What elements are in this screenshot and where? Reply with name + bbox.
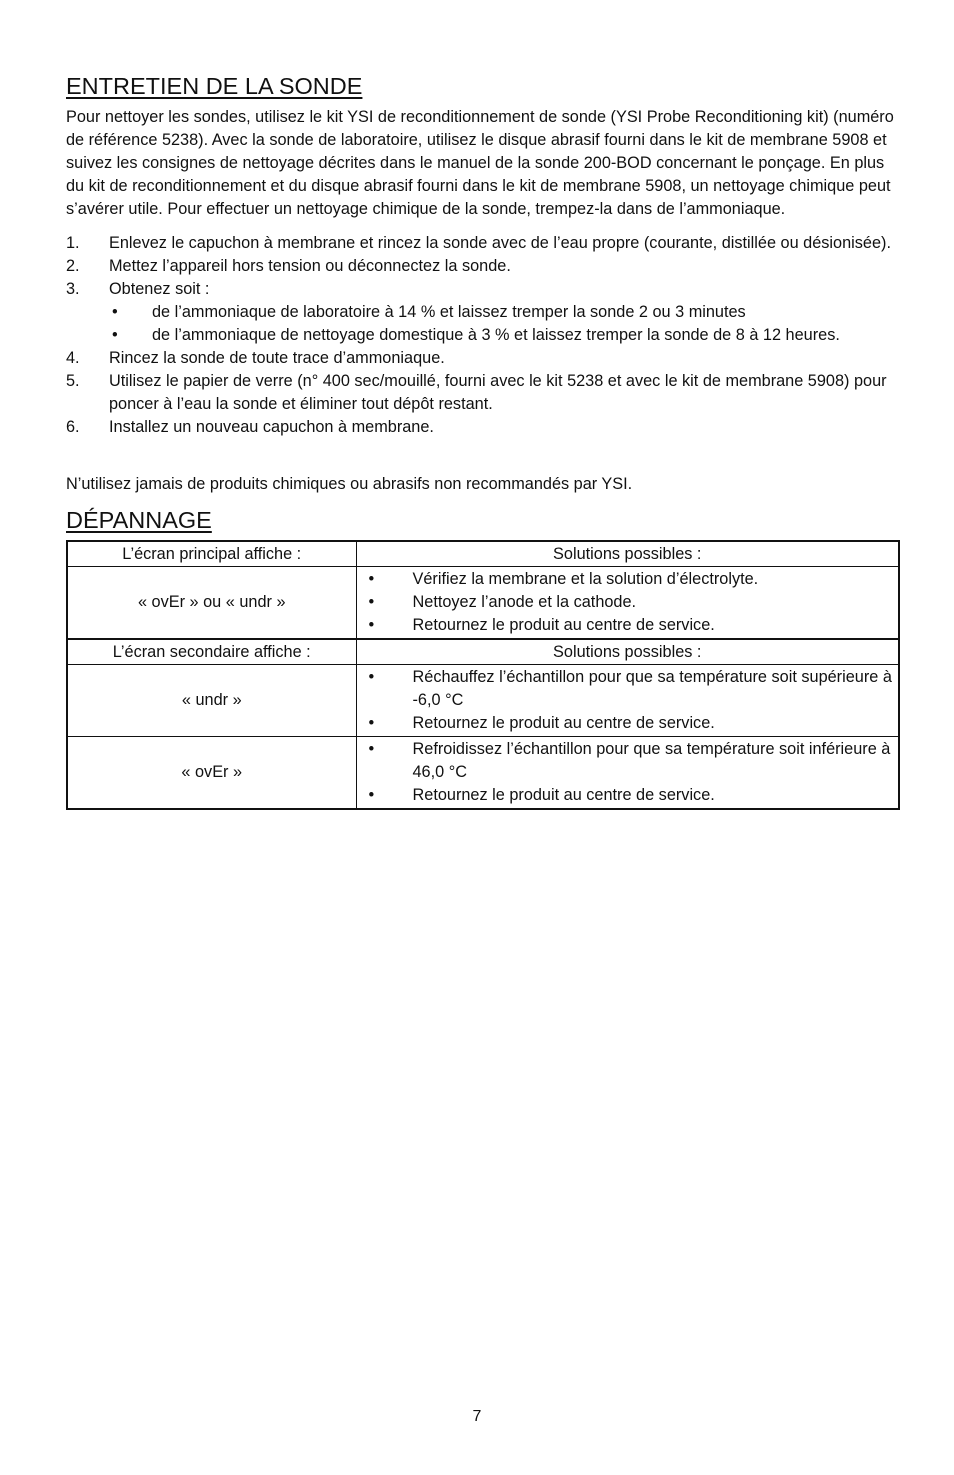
bullet-icon: • [112, 326, 118, 344]
secondary-display-header: L’écran secondaire affiche : [67, 639, 356, 665]
solution-item [357, 784, 895, 807]
condition-cell: « ovEr » [67, 737, 356, 810]
warning-note: N’utilisez jamais de produits chimiques ou abrasifs non recommandés par YSI. [66, 475, 633, 493]
step-item [66, 255, 898, 278]
bullet-icon: • [112, 303, 118, 321]
solutions-cell [356, 737, 899, 810]
option-text: de l’ammoniaque de nettoyage domestique à 3 % et laissez tremper la sonde de 8 à 12 heures. [152, 326, 840, 344]
document-page [66, 72, 898, 810]
solution-item [357, 712, 895, 735]
step-item [66, 347, 898, 370]
step-text: Installez un nouveau capuchon à membrane. [109, 418, 434, 436]
maintenance-heading: ENTRETIEN DE LA SONDE [66, 73, 363, 99]
step-item [66, 370, 898, 416]
ammonia-option [109, 324, 898, 347]
maintenance-intro: Pour nettoyer les sondes, utilisez le kit YSI de reconditionnement de sonde (YSI Probe Reconditioning kit) (numéro de référence 5238). Avec la sonde de laboratoire, utilisez le disque abrasif fourni dans le kit de membrane 5908 et suivez les consignes de nettoyage décrites dans le manuel de la sonde 200-BOD concernant le ponçage. En plus du kit de reconditionnement et du disque abrasif fourni dans le kit de membrane 5908, un nettoyage chimique peut s’avérer utile. Pour effectuer un nettoyage chimique de la sonde, trempez-la dans de l’ammoniaque. [66, 108, 894, 218]
step-item [66, 232, 898, 255]
page-number: 7 [472, 1408, 482, 1425]
solutions-list [357, 666, 895, 735]
solutions-cell [356, 665, 899, 737]
option-text: de l’ammoniaque de laboratoire à 14 % et laissez tremper la sonde 2 ou 3 minutes [152, 303, 746, 321]
bullet-icon: • [368, 593, 375, 611]
table-row [67, 737, 899, 810]
table-header-row [67, 541, 899, 567]
solutions-header: Solutions possibles : [356, 541, 899, 567]
step-text: Rincez la sonde de toute trace d’ammoniaque. [109, 349, 445, 367]
bullet-icon: • [368, 570, 375, 588]
condition-cell: « undr » [67, 665, 356, 737]
solution-item [357, 738, 895, 784]
step-item [66, 278, 898, 347]
table-row [67, 567, 899, 640]
step-number: 4. [66, 349, 80, 367]
condition-cell: « ovEr » ou « undr » [67, 567, 356, 640]
solution-text: Retournez le produit au centre de service. [412, 714, 715, 732]
solution-item [357, 614, 895, 637]
solutions-cell [356, 567, 899, 640]
step-number: 5. [66, 372, 80, 390]
step-number: 1. [66, 234, 80, 252]
solution-text: Vérifiez la membrane et la solution d’électrolyte. [412, 570, 759, 588]
step-text: Utilisez le papier de verre (n° 400 sec/mouillé, fourni avec le kit 5238 et avec le kit de membrane 5908) pour poncer à l’eau la sonde et éliminer tout dépôt restant. [109, 372, 887, 413]
step-text: Enlevez le capuchon à membrane et rincez la sonde avec de l’eau propre (courante, distillée ou désionisée). [109, 234, 891, 252]
solution-item [357, 568, 895, 591]
step-item [66, 416, 898, 439]
bullet-icon: • [368, 616, 375, 634]
step-text: Obtenez soit : [109, 280, 210, 298]
bullet-icon: • [368, 740, 375, 758]
solution-text: Retournez le produit au centre de service. [412, 786, 715, 804]
bullet-icon: • [368, 714, 375, 732]
solution-item [357, 591, 895, 614]
bullet-icon: • [368, 668, 375, 686]
cleaning-steps [66, 232, 898, 439]
solution-text: Retournez le produit au centre de service. [412, 616, 715, 634]
solution-text: Nettoyez l’anode et la cathode. [412, 593, 637, 611]
bullet-icon: • [368, 786, 375, 804]
primary-display-header: L’écran principal affiche : [67, 541, 356, 567]
ammonia-options [109, 301, 898, 347]
solution-item [357, 666, 895, 712]
solution-text: Refroidissez l’échantillon pour que sa température soit inférieure à 46,0 °C [412, 740, 891, 781]
troubleshooting-heading: DÉPANNAGE [66, 507, 212, 533]
step-number: 3. [66, 280, 80, 298]
solution-text: Réchauffez l’échantillon pour que sa température soit supérieure à -6,0 °C [412, 668, 892, 709]
solutions-list [357, 568, 895, 637]
solutions-header: Solutions possibles : [356, 639, 899, 665]
table-header-row [67, 639, 899, 665]
solutions-list [357, 738, 895, 807]
table-row [67, 665, 899, 737]
step-number: 6. [66, 418, 80, 436]
step-text: Mettez l’appareil hors tension ou déconnectez la sonde. [109, 257, 511, 275]
step-number: 2. [66, 257, 80, 275]
troubleshooting-table [66, 540, 900, 810]
ammonia-option [109, 301, 898, 324]
